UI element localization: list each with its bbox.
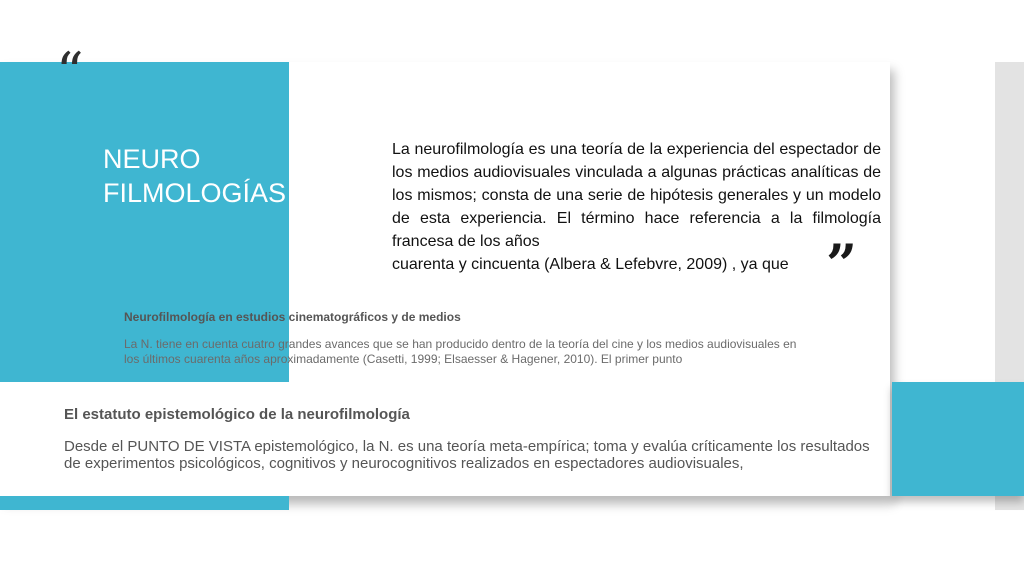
quote-text-last-line: cuarenta y cincuenta (Albera & Lefebvre, 2009) , ya que: [392, 256, 789, 273]
section-body: Desde el PUNTO DE VISTA epistemológico, la N. es una teoría meta-empírica; toma y evalúa críticamente los resultados de experimentos psicológicos, cognitivos y neurocognitivos realizados en espectadores audiovisuales,: [64, 438, 870, 472]
quote-paragraph: [392, 138, 881, 276]
section-heading: El estatuto epistemológico de la neurofilmología: [64, 406, 410, 423]
open-quote-mark: “: [56, 41, 84, 104]
subsection-heading: Neurofilmología en estudios cinematográficos y de medios: [124, 310, 461, 324]
title-accent-block: [0, 62, 289, 382]
close-quote-mark: ”: [826, 232, 858, 296]
right-accent-block: [892, 382, 1024, 496]
subsection-body: La N. tiene en cuenta cuatro grandes avances que se han producido dentro de la teoría del cine y los medios audiovisuales en los últimos cuarenta años aproximadamente (Casetti, 1999; Elsaesser & Hagener, 2010). El primer punto: [124, 337, 797, 366]
quote-text: La neurofilmología es una teoría de la experiencia del espectador de los medios audiovisuales vinculada a algunas prácticas analíticas de los mismos; consta de una serie de hipótesis generales y un modelo de esta experiencia. El término hace referencia a la filmología francesa de los años: [392, 141, 881, 250]
slide-title: NEURO FILMOLOGÍAS: [103, 144, 287, 208]
bottom-accent-strip: [0, 496, 289, 510]
